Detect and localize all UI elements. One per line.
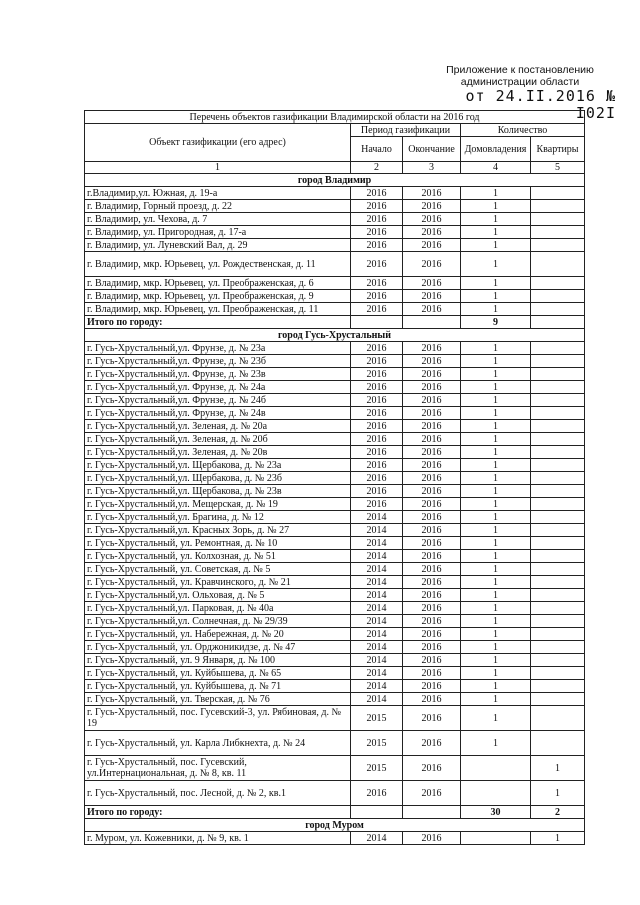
table-row	[85, 615, 585, 628]
cell-address: г. Владимир, ул. Чехова, д. 7	[85, 213, 351, 226]
col-header-quantity: Количество	[461, 124, 585, 137]
cell-apartments	[531, 628, 585, 641]
header-line-administration: администрации области	[460, 76, 580, 88]
cell-end: 2016	[403, 187, 461, 200]
total-houses: 30	[461, 806, 531, 819]
col-header-end: Окончание	[403, 137, 461, 162]
col-header-object: Объект газификации (его адрес)	[85, 124, 351, 162]
cell-end: 2016	[403, 226, 461, 239]
cell-start: 2014	[351, 628, 403, 641]
cell-apartments	[531, 706, 585, 731]
cell-address: г. Гусь-Хрустальный,ул. Фрунзе, д. № 23а	[85, 342, 351, 355]
cell-start: 2014	[351, 511, 403, 524]
cell-start: 2016	[351, 459, 403, 472]
cell-apartments	[531, 407, 585, 420]
cell-end: 2016	[403, 563, 461, 576]
col-index: 5	[531, 162, 585, 174]
cell-apartments	[531, 200, 585, 213]
cell-end: 2016	[403, 537, 461, 550]
cell-address: г. Гусь-Хрустальный, ул. Орджоникидзе, д. № 47	[85, 641, 351, 654]
table-row	[85, 252, 585, 277]
cell-houses: 1	[461, 563, 531, 576]
cell-apartments: 1	[531, 756, 585, 781]
cell-houses: 1	[461, 394, 531, 407]
cell-houses: 1	[461, 355, 531, 368]
cell-address: г. Гусь-Хрустальный,ул. Фрунзе, д. № 24в	[85, 407, 351, 420]
cell-apartments	[531, 602, 585, 615]
table-row	[85, 731, 585, 756]
cell-end: 2016	[403, 706, 461, 731]
cell-start: 2014	[351, 680, 403, 693]
table-row	[85, 200, 585, 213]
cell-houses: 1	[461, 602, 531, 615]
cell-address: г. Гусь-Хрустальный, ул. Куйбышева, д. № 71	[85, 680, 351, 693]
table-row	[85, 654, 585, 667]
cell-start: 2014	[351, 654, 403, 667]
table-row	[85, 576, 585, 589]
cell-end: 2016	[403, 576, 461, 589]
cell-apartments	[531, 381, 585, 394]
cell-houses: 1	[461, 589, 531, 602]
table-row	[85, 213, 585, 226]
cell-end: 2016	[403, 290, 461, 303]
cell-apartments	[531, 511, 585, 524]
cell-address: г. Гусь-Хрустальный, ул. Куйбышева, д. № 65	[85, 667, 351, 680]
cell-houses	[461, 756, 531, 781]
cell-address: г. Гусь-Хрустальный,ул. Красных Зорь, д. № 27	[85, 524, 351, 537]
cell-address: г. Владимир, ул. Пригородная, д. 17-а	[85, 226, 351, 239]
cell-apartments	[531, 498, 585, 511]
col-index: 3	[403, 162, 461, 174]
cell-end: 2016	[403, 693, 461, 706]
gasification-table	[84, 110, 585, 845]
cell-apartments	[531, 667, 585, 680]
cell-start: 2016	[351, 303, 403, 316]
table-row	[85, 693, 585, 706]
cell-start: 2016	[351, 355, 403, 368]
cell-start: 2016	[351, 407, 403, 420]
cell-address: г. Владимир, мкр. Юрьевец, ул. Рождественская, д. 11	[85, 252, 351, 277]
cell-address: г. Гусь-Хрустальный,ул. Зеленая, д. № 20б	[85, 433, 351, 446]
cell-start: 2016	[351, 368, 403, 381]
section-header-row	[85, 329, 585, 342]
table-row	[85, 187, 585, 200]
cell-houses: 1	[461, 485, 531, 498]
table-row	[85, 524, 585, 537]
cell-apartments	[531, 589, 585, 602]
cell-end: 2016	[403, 213, 461, 226]
cell-apartments	[531, 472, 585, 485]
cell-apartments	[531, 576, 585, 589]
cell-start: 2015	[351, 706, 403, 731]
cell-end: 2016	[403, 498, 461, 511]
cell-apartments	[531, 654, 585, 667]
table-row	[85, 355, 585, 368]
cell-apartments	[531, 303, 585, 316]
cell-start: 2014	[351, 576, 403, 589]
cell-end: 2016	[403, 239, 461, 252]
cell-end: 2016	[403, 472, 461, 485]
cell-apartments	[531, 615, 585, 628]
cell-end: 2016	[403, 781, 461, 806]
header-line-appendix: Приложение к постановлению	[446, 64, 594, 76]
cell-end: 2016	[403, 394, 461, 407]
cell-houses: 1	[461, 368, 531, 381]
table-row	[85, 832, 585, 845]
cell-address: г. Гусь-Хрустальный, ул. Ремонтная, д. № 10	[85, 537, 351, 550]
cell-start: 2016	[351, 239, 403, 252]
section-total-row	[85, 806, 585, 819]
cell-address: г. Гусь-Хрустальный, ул. Карла Либкнехта, д. № 24	[85, 731, 351, 756]
table-title-row	[85, 111, 585, 124]
cell-address: г. Гусь-Хрустальный,ул. Солнечная, д. № 29/39	[85, 615, 351, 628]
cell-end: 2016	[403, 628, 461, 641]
cell-address: г. Гусь-Хрустальный, ул. Кравчинского, д. № 21	[85, 576, 351, 589]
table-row	[85, 680, 585, 693]
cell-apartments	[531, 641, 585, 654]
section-name: город Гусь-Хрустальный	[85, 329, 585, 342]
cell-address: г. Гусь-Хрустальный, пос. Лесной, д. № 2, кв.1	[85, 781, 351, 806]
col-index: 4	[461, 162, 531, 174]
cell-end: 2016	[403, 433, 461, 446]
cell-start: 2014	[351, 667, 403, 680]
cell-end: 2016	[403, 277, 461, 290]
table-row	[85, 589, 585, 602]
table-row	[85, 420, 585, 433]
cell-apartments	[531, 355, 585, 368]
cell-houses: 1	[461, 615, 531, 628]
cell-houses: 1	[461, 667, 531, 680]
total-empty	[403, 316, 461, 329]
cell-apartments	[531, 537, 585, 550]
cell-address: г. Гусь-Хрустальный, ул. 9 Января, д. № 100	[85, 654, 351, 667]
cell-end: 2016	[403, 200, 461, 213]
table-row	[85, 498, 585, 511]
cell-address: г. Гусь-Хрустальный, пос. Гусевский, ул.Интернациональная, д. № 8, кв. 11	[85, 756, 351, 781]
col-index: 1	[85, 162, 351, 174]
cell-houses: 1	[461, 200, 531, 213]
cell-apartments	[531, 433, 585, 446]
table-row	[85, 628, 585, 641]
table-row	[85, 459, 585, 472]
total-label: Итого по городу:	[85, 806, 351, 819]
table-row	[85, 706, 585, 731]
cell-houses: 1	[461, 550, 531, 563]
cell-end: 2016	[403, 342, 461, 355]
table-row	[85, 407, 585, 420]
cell-address: г. Владимир, мкр. Юрьевец, ул. Преображенская, д. 6	[85, 277, 351, 290]
cell-start: 2014	[351, 832, 403, 845]
cell-end: 2016	[403, 589, 461, 602]
cell-apartments	[531, 187, 585, 200]
cell-end: 2016	[403, 446, 461, 459]
table-row	[85, 239, 585, 252]
table-row	[85, 641, 585, 654]
cell-houses: 1	[461, 342, 531, 355]
cell-start: 2016	[351, 394, 403, 407]
section-total-row	[85, 316, 585, 329]
cell-end: 2016	[403, 368, 461, 381]
total-apartments	[531, 316, 585, 329]
table-row	[85, 394, 585, 407]
col-header-apartments: Квартиры	[531, 137, 585, 162]
cell-start: 2016	[351, 420, 403, 433]
cell-apartments	[531, 459, 585, 472]
cell-apartments	[531, 226, 585, 239]
table-title: Перечень объектов газификации Владимирской области на 2016 год	[85, 111, 585, 124]
cell-apartments	[531, 563, 585, 576]
cell-address: г. Владимир, ул. Луневский Вал, д. 29	[85, 239, 351, 252]
table-body	[85, 174, 585, 845]
cell-houses: 1	[461, 252, 531, 277]
cell-start: 2014	[351, 537, 403, 550]
cell-start: 2015	[351, 731, 403, 756]
table-row	[85, 602, 585, 615]
table-row	[85, 368, 585, 381]
cell-apartments	[531, 252, 585, 277]
header-row-1	[85, 124, 585, 137]
table-row	[85, 433, 585, 446]
cell-address: г. Гусь-Хрустальный,ул. Фрунзе, д. № 24а	[85, 381, 351, 394]
cell-start: 2016	[351, 187, 403, 200]
cell-apartments	[531, 731, 585, 756]
cell-end: 2016	[403, 615, 461, 628]
cell-address: г.Владимир,ул. Южная, д. 19-а	[85, 187, 351, 200]
cell-houses: 1	[461, 433, 531, 446]
cell-houses: 1	[461, 446, 531, 459]
cell-address: г. Гусь-Хрустальный, ул. Набережная, д. № 20	[85, 628, 351, 641]
cell-apartments	[531, 213, 585, 226]
total-houses: 9	[461, 316, 531, 329]
cell-apartments	[531, 693, 585, 706]
cell-houses: 1	[461, 290, 531, 303]
cell-apartments	[531, 368, 585, 381]
cell-end: 2016	[403, 303, 461, 316]
table-row	[85, 781, 585, 806]
total-label: Итого по городу:	[85, 316, 351, 329]
table-row	[85, 511, 585, 524]
cell-end: 2016	[403, 680, 461, 693]
table-row	[85, 485, 585, 498]
cell-address: г. Гусь-Хрустальный,ул. Фрунзе, д. № 23в	[85, 368, 351, 381]
cell-start: 2016	[351, 781, 403, 806]
cell-address: г. Муром, ул. Кожевники, д. № 9, кв. 1	[85, 832, 351, 845]
col-header-period: Период газификации	[351, 124, 461, 137]
section-header-row	[85, 174, 585, 187]
cell-houses: 1	[461, 239, 531, 252]
cell-houses: 1	[461, 641, 531, 654]
cell-houses: 1	[461, 511, 531, 524]
section-name: город Муром	[85, 819, 585, 832]
cell-houses	[461, 832, 531, 845]
total-apartments: 2	[531, 806, 585, 819]
cell-start: 2014	[351, 615, 403, 628]
cell-end: 2016	[403, 602, 461, 615]
cell-end: 2016	[403, 756, 461, 781]
header-line-date-number: от 24.II.2016 № I02I	[465, 87, 616, 122]
cell-address: г. Гусь-Хрустальный,ул. Парковая, д. № 40а	[85, 602, 351, 615]
cell-apartments	[531, 342, 585, 355]
cell-address: г. Гусь-Хрустальный,ул. Зеленая, д. № 20а	[85, 420, 351, 433]
cell-address: г. Гусь-Хрустальный,ул. Щербакова, д. № 23в	[85, 485, 351, 498]
table-row	[85, 550, 585, 563]
table-row	[85, 537, 585, 550]
cell-end: 2016	[403, 654, 461, 667]
table-row	[85, 303, 585, 316]
cell-address: г. Гусь-Хрустальный, ул. Тверская, д. № 76	[85, 693, 351, 706]
cell-start: 2014	[351, 641, 403, 654]
cell-start: 2015	[351, 756, 403, 781]
cell-apartments	[531, 239, 585, 252]
cell-apartments	[531, 680, 585, 693]
table-row	[85, 381, 585, 394]
cell-houses	[461, 781, 531, 806]
cell-start: 2014	[351, 524, 403, 537]
cell-houses: 1	[461, 226, 531, 239]
col-header-start: Начало	[351, 137, 403, 162]
cell-houses: 1	[461, 524, 531, 537]
cell-houses: 1	[461, 706, 531, 731]
table-row	[85, 342, 585, 355]
cell-apartments	[531, 524, 585, 537]
cell-end: 2016	[403, 407, 461, 420]
cell-houses: 1	[461, 693, 531, 706]
cell-start: 2016	[351, 200, 403, 213]
cell-houses: 1	[461, 472, 531, 485]
cell-address: г. Гусь-Хрустальный,ул. Брагина, д. № 12	[85, 511, 351, 524]
table-row	[85, 756, 585, 781]
cell-start: 2016	[351, 381, 403, 394]
table-row	[85, 277, 585, 290]
cell-houses: 1	[461, 654, 531, 667]
cell-start: 2014	[351, 693, 403, 706]
cell-houses: 1	[461, 498, 531, 511]
cell-address: г. Гусь-Хрустальный,ул. Фрунзе, д. № 23б	[85, 355, 351, 368]
cell-houses: 1	[461, 628, 531, 641]
cell-start: 2016	[351, 433, 403, 446]
cell-start: 2014	[351, 589, 403, 602]
cell-houses: 1	[461, 213, 531, 226]
total-empty	[351, 316, 403, 329]
cell-apartments	[531, 394, 585, 407]
cell-address: г. Гусь-Хрустальный,ул. Щербакова, д. № 23а	[85, 459, 351, 472]
cell-end: 2016	[403, 667, 461, 680]
cell-apartments	[531, 485, 585, 498]
cell-start: 2016	[351, 226, 403, 239]
table-row	[85, 472, 585, 485]
section-name: город Владимир	[85, 174, 585, 187]
cell-start: 2016	[351, 213, 403, 226]
cell-apartments: 1	[531, 832, 585, 845]
cell-end: 2016	[403, 641, 461, 654]
section-header-row	[85, 819, 585, 832]
cell-start: 2016	[351, 342, 403, 355]
cell-start: 2014	[351, 563, 403, 576]
cell-end: 2016	[403, 420, 461, 433]
col-index: 2	[351, 162, 403, 174]
cell-houses: 1	[461, 381, 531, 394]
cell-start: 2016	[351, 498, 403, 511]
cell-start: 2016	[351, 472, 403, 485]
cell-end: 2016	[403, 355, 461, 368]
cell-start: 2016	[351, 290, 403, 303]
column-index-row	[85, 162, 585, 174]
cell-start: 2016	[351, 485, 403, 498]
table-row	[85, 563, 585, 576]
cell-end: 2016	[403, 381, 461, 394]
cell-end: 2016	[403, 550, 461, 563]
cell-address: г. Гусь-Хрустальный,ул. Мещерская, д. № 19	[85, 498, 351, 511]
cell-end: 2016	[403, 485, 461, 498]
cell-start: 2016	[351, 277, 403, 290]
cell-start: 2014	[351, 550, 403, 563]
cell-houses: 1	[461, 576, 531, 589]
cell-apartments	[531, 420, 585, 433]
cell-address: г. Гусь-Хрустальный,ул. Зеленая, д. № 20в	[85, 446, 351, 459]
total-empty	[403, 806, 461, 819]
cell-address: г. Владимир, мкр. Юрьевец, ул. Преображенская, д. 11	[85, 303, 351, 316]
cell-end: 2016	[403, 252, 461, 277]
table-row	[85, 290, 585, 303]
cell-houses: 1	[461, 303, 531, 316]
total-empty	[351, 806, 403, 819]
cell-houses: 1	[461, 187, 531, 200]
cell-apartments	[531, 277, 585, 290]
cell-address: г. Гусь-Хрустальный,ул. Фрунзе, д. № 24б	[85, 394, 351, 407]
col-header-houses: Домовладения	[461, 137, 531, 162]
cell-houses: 1	[461, 277, 531, 290]
cell-end: 2016	[403, 459, 461, 472]
cell-apartments	[531, 290, 585, 303]
cell-address: г. Гусь-Хрустальный,ул. Ольховая, д. № 5	[85, 589, 351, 602]
cell-end: 2016	[403, 731, 461, 756]
cell-apartments: 1	[531, 781, 585, 806]
cell-end: 2016	[403, 832, 461, 845]
cell-start: 2016	[351, 252, 403, 277]
cell-address: г. Гусь-Хрустальный,ул. Щербакова, д. № 23б	[85, 472, 351, 485]
cell-houses: 1	[461, 731, 531, 756]
cell-houses: 1	[461, 680, 531, 693]
cell-address: г. Владимир, мкр. Юрьевец, ул. Преображенская, д. 9	[85, 290, 351, 303]
table-row	[85, 446, 585, 459]
table-row	[85, 226, 585, 239]
cell-address: г. Гусь-Хрустальный, ул. Советская, д. № 5	[85, 563, 351, 576]
cell-end: 2016	[403, 511, 461, 524]
cell-address: г. Гусь-Хрустальный, ул. Колхозная, д. № 51	[85, 550, 351, 563]
cell-houses: 1	[461, 459, 531, 472]
cell-apartments	[531, 550, 585, 563]
cell-houses: 1	[461, 407, 531, 420]
cell-apartments	[531, 446, 585, 459]
cell-start: 2016	[351, 446, 403, 459]
cell-address: г. Гусь-Хрустальный, пос. Гусевский-3, ул. Рябиновая, д. № 19	[85, 706, 351, 731]
cell-end: 2016	[403, 524, 461, 537]
table-row	[85, 667, 585, 680]
cell-houses: 1	[461, 420, 531, 433]
cell-houses: 1	[461, 537, 531, 550]
cell-address: г. Владимир, Горный проезд, д. 22	[85, 200, 351, 213]
cell-start: 2014	[351, 602, 403, 615]
